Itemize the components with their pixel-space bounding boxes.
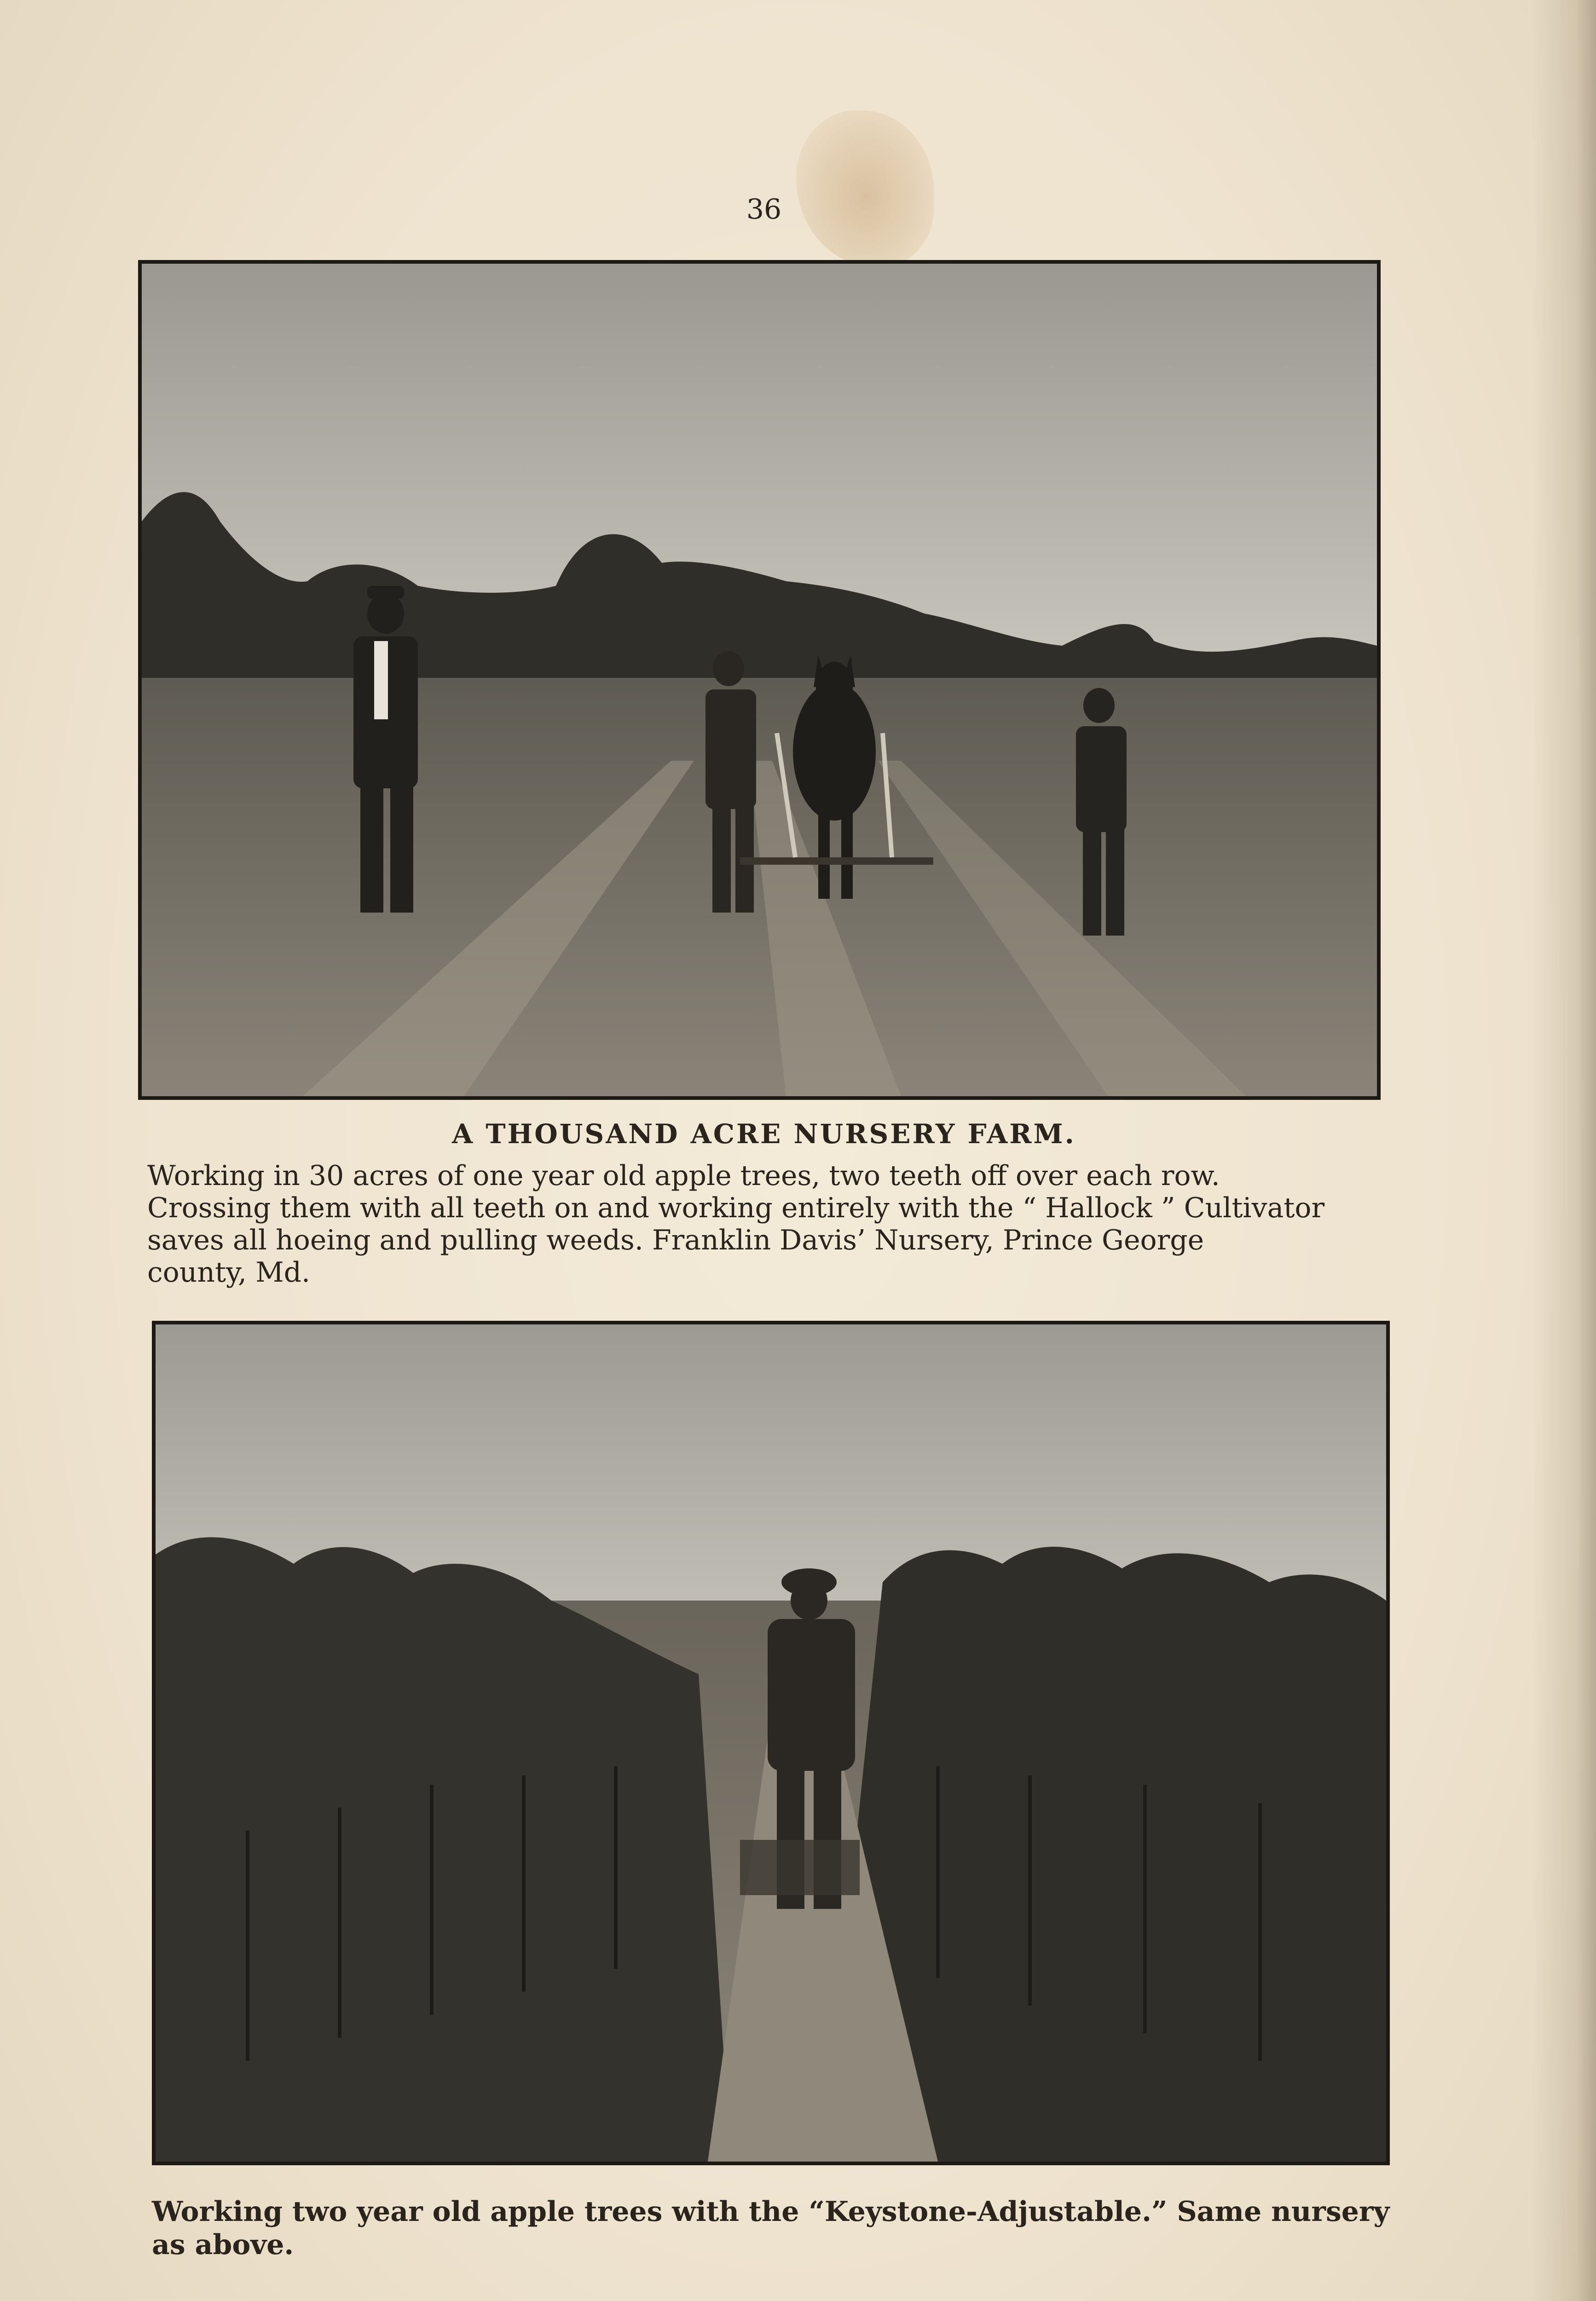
page-number: 36 <box>746 193 782 225</box>
page-edge-shadow <box>1532 0 1596 2301</box>
caption-body <box>147 1160 1390 1289</box>
photo-apple-trees-cultivator <box>152 1321 1390 2165</box>
caption-title: A THOUSAND ACRE NURSERY FARM. <box>452 1118 1076 1150</box>
caption-line: as above. <box>152 2229 294 2261</box>
caption-line: saves all hoeing and pulling weeds. Franklin Davis’ Nursery, Prince George <box>147 1224 1204 1256</box>
caption-line: Crossing them with all teeth on and working entirely with the “ Hallock ” Cultivator <box>147 1192 1325 1224</box>
photo-tall-apple-trees-icon <box>156 1324 1386 2162</box>
caption-line: Working two year old apple trees with the “Keystone-Adjustable.” Same nursery <box>152 2196 1390 2228</box>
caption-line: county, Md. <box>147 1256 311 1289</box>
photo-field-cultivating-icon <box>142 264 1377 1096</box>
caption-line: Working in 30 acres of one year old apple trees, two teeth off over each row. <box>147 1160 1220 1192</box>
photo-nursery-field-mule <box>138 260 1381 1100</box>
caption-bottom <box>152 2195 1408 2261</box>
